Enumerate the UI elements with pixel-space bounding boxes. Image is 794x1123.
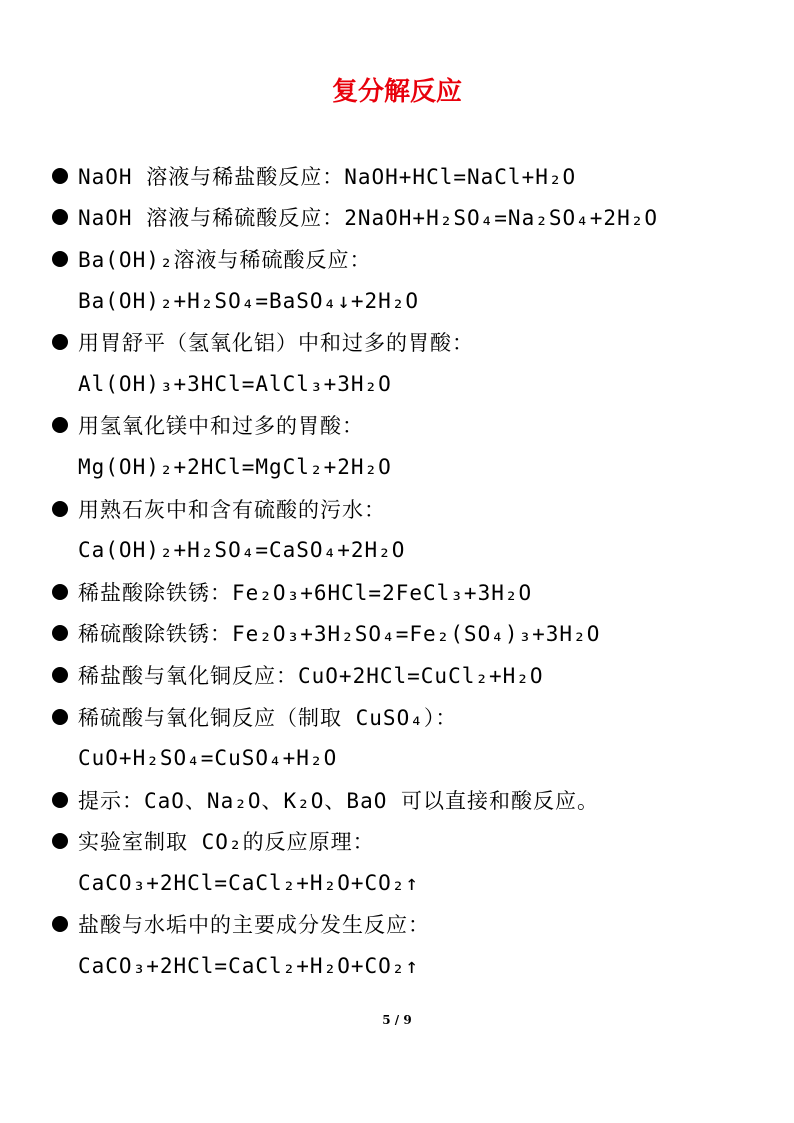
page-title: 复分解反应 — [331, 77, 462, 107]
list-item — [48, 613, 748, 655]
list-item — [48, 405, 748, 447]
bullet-icon — [52, 667, 68, 683]
list-item-text: 提示：CaO、Na₂O、K₂O、BaO 可以直接和酸反应。 — [78, 788, 600, 813]
list-item — [48, 238, 748, 280]
bullet-icon — [52, 501, 68, 517]
list-item — [48, 654, 748, 696]
bullet-icon — [52, 584, 68, 600]
list-item-text: 稀盐酸除铁锈：Fe₂O₃+6HCl=2FeCl₃+3H₂O — [78, 580, 533, 605]
list-item — [48, 696, 748, 738]
bullet-icon — [52, 251, 68, 267]
list-item-text: 稀硫酸除铁锈：Fe₂O₃+3H₂SO₄=Fe₂(SO₄)₃+3H₂O — [78, 622, 601, 647]
equation-line — [48, 529, 748, 571]
list-item — [48, 904, 748, 946]
list-item-text: Ba(OH)₂溶液与稀硫酸反应： — [78, 247, 372, 272]
bullet-icon — [52, 792, 68, 808]
bullet-icon — [52, 168, 68, 184]
equation-text: CaCO₃+2HCl=CaCl₂+H₂O+CO₂↑ — [78, 954, 420, 979]
list-item — [48, 488, 748, 530]
equation-line — [48, 945, 748, 987]
list-item-text: 稀硫酸与氧化铜反应（制取 CuSO₄）： — [78, 705, 458, 730]
list-item-text: 用氢氧化镁中和过多的胃酸： — [78, 414, 364, 439]
list-item — [48, 571, 748, 613]
bullet-icon — [52, 209, 68, 225]
bullet-icon — [52, 709, 68, 725]
list-item — [48, 197, 748, 239]
list-item-text: 盐酸与水垢中的主要成分发生反应： — [78, 913, 430, 938]
equation-text: CuO+H₂SO₄=CuSO₄+H₂O — [78, 746, 338, 771]
bullet-icon — [52, 625, 68, 641]
equation-text: CaCO₃+2HCl=CaCl₂+H₂O+CO₂↑ — [78, 870, 420, 895]
equation-line — [48, 280, 748, 322]
list-item-text: NaOH 溶液与稀盐酸反应：NaOH+HCl=NaCl+H₂O — [78, 164, 577, 189]
bullet-icon — [52, 417, 68, 433]
equation-line — [48, 737, 748, 779]
list-item-text: NaOH 溶液与稀硫酸反应：2NaOH+H₂SO₄=Na₂SO₄+2H₂O — [78, 206, 659, 231]
list-item — [48, 779, 748, 821]
bullet-icon — [52, 916, 68, 932]
equation-text: Mg(OH)₂+2HCl=MgCl₂+2H₂O — [78, 454, 392, 479]
list-item — [48, 821, 748, 863]
list-item — [48, 321, 748, 363]
list-item — [48, 155, 748, 197]
bullet-icon — [52, 833, 68, 849]
list-item-text: 稀盐酸与氧化铜反应：CuO+2HCl=CuCl₂+H₂O — [78, 663, 544, 688]
page-number: 5 / 9 — [382, 1013, 412, 1027]
equation-line — [48, 363, 748, 405]
equation-line — [48, 862, 748, 904]
list-item-text: 用胃舒平（氢氧化铝）中和过多的胃酸： — [78, 331, 474, 356]
list-item-text: 实验室制取 CO₂的反应原理： — [78, 830, 375, 855]
equation-line — [48, 446, 748, 488]
list-item-text: 用熟石灰中和含有硫酸的污水： — [78, 497, 386, 522]
equation-text: Ba(OH)₂+H₂SO₄=BaSO₄↓+2H₂O — [78, 288, 420, 313]
equation-text: Ca(OH)₂+H₂SO₄=CaSO₄+2H₂O — [78, 538, 406, 563]
equation-text: Al(OH)₃+3HCl=AlCl₃+3H₂O — [78, 371, 392, 396]
bullet-icon — [52, 334, 68, 350]
reaction-list — [48, 155, 748, 987]
